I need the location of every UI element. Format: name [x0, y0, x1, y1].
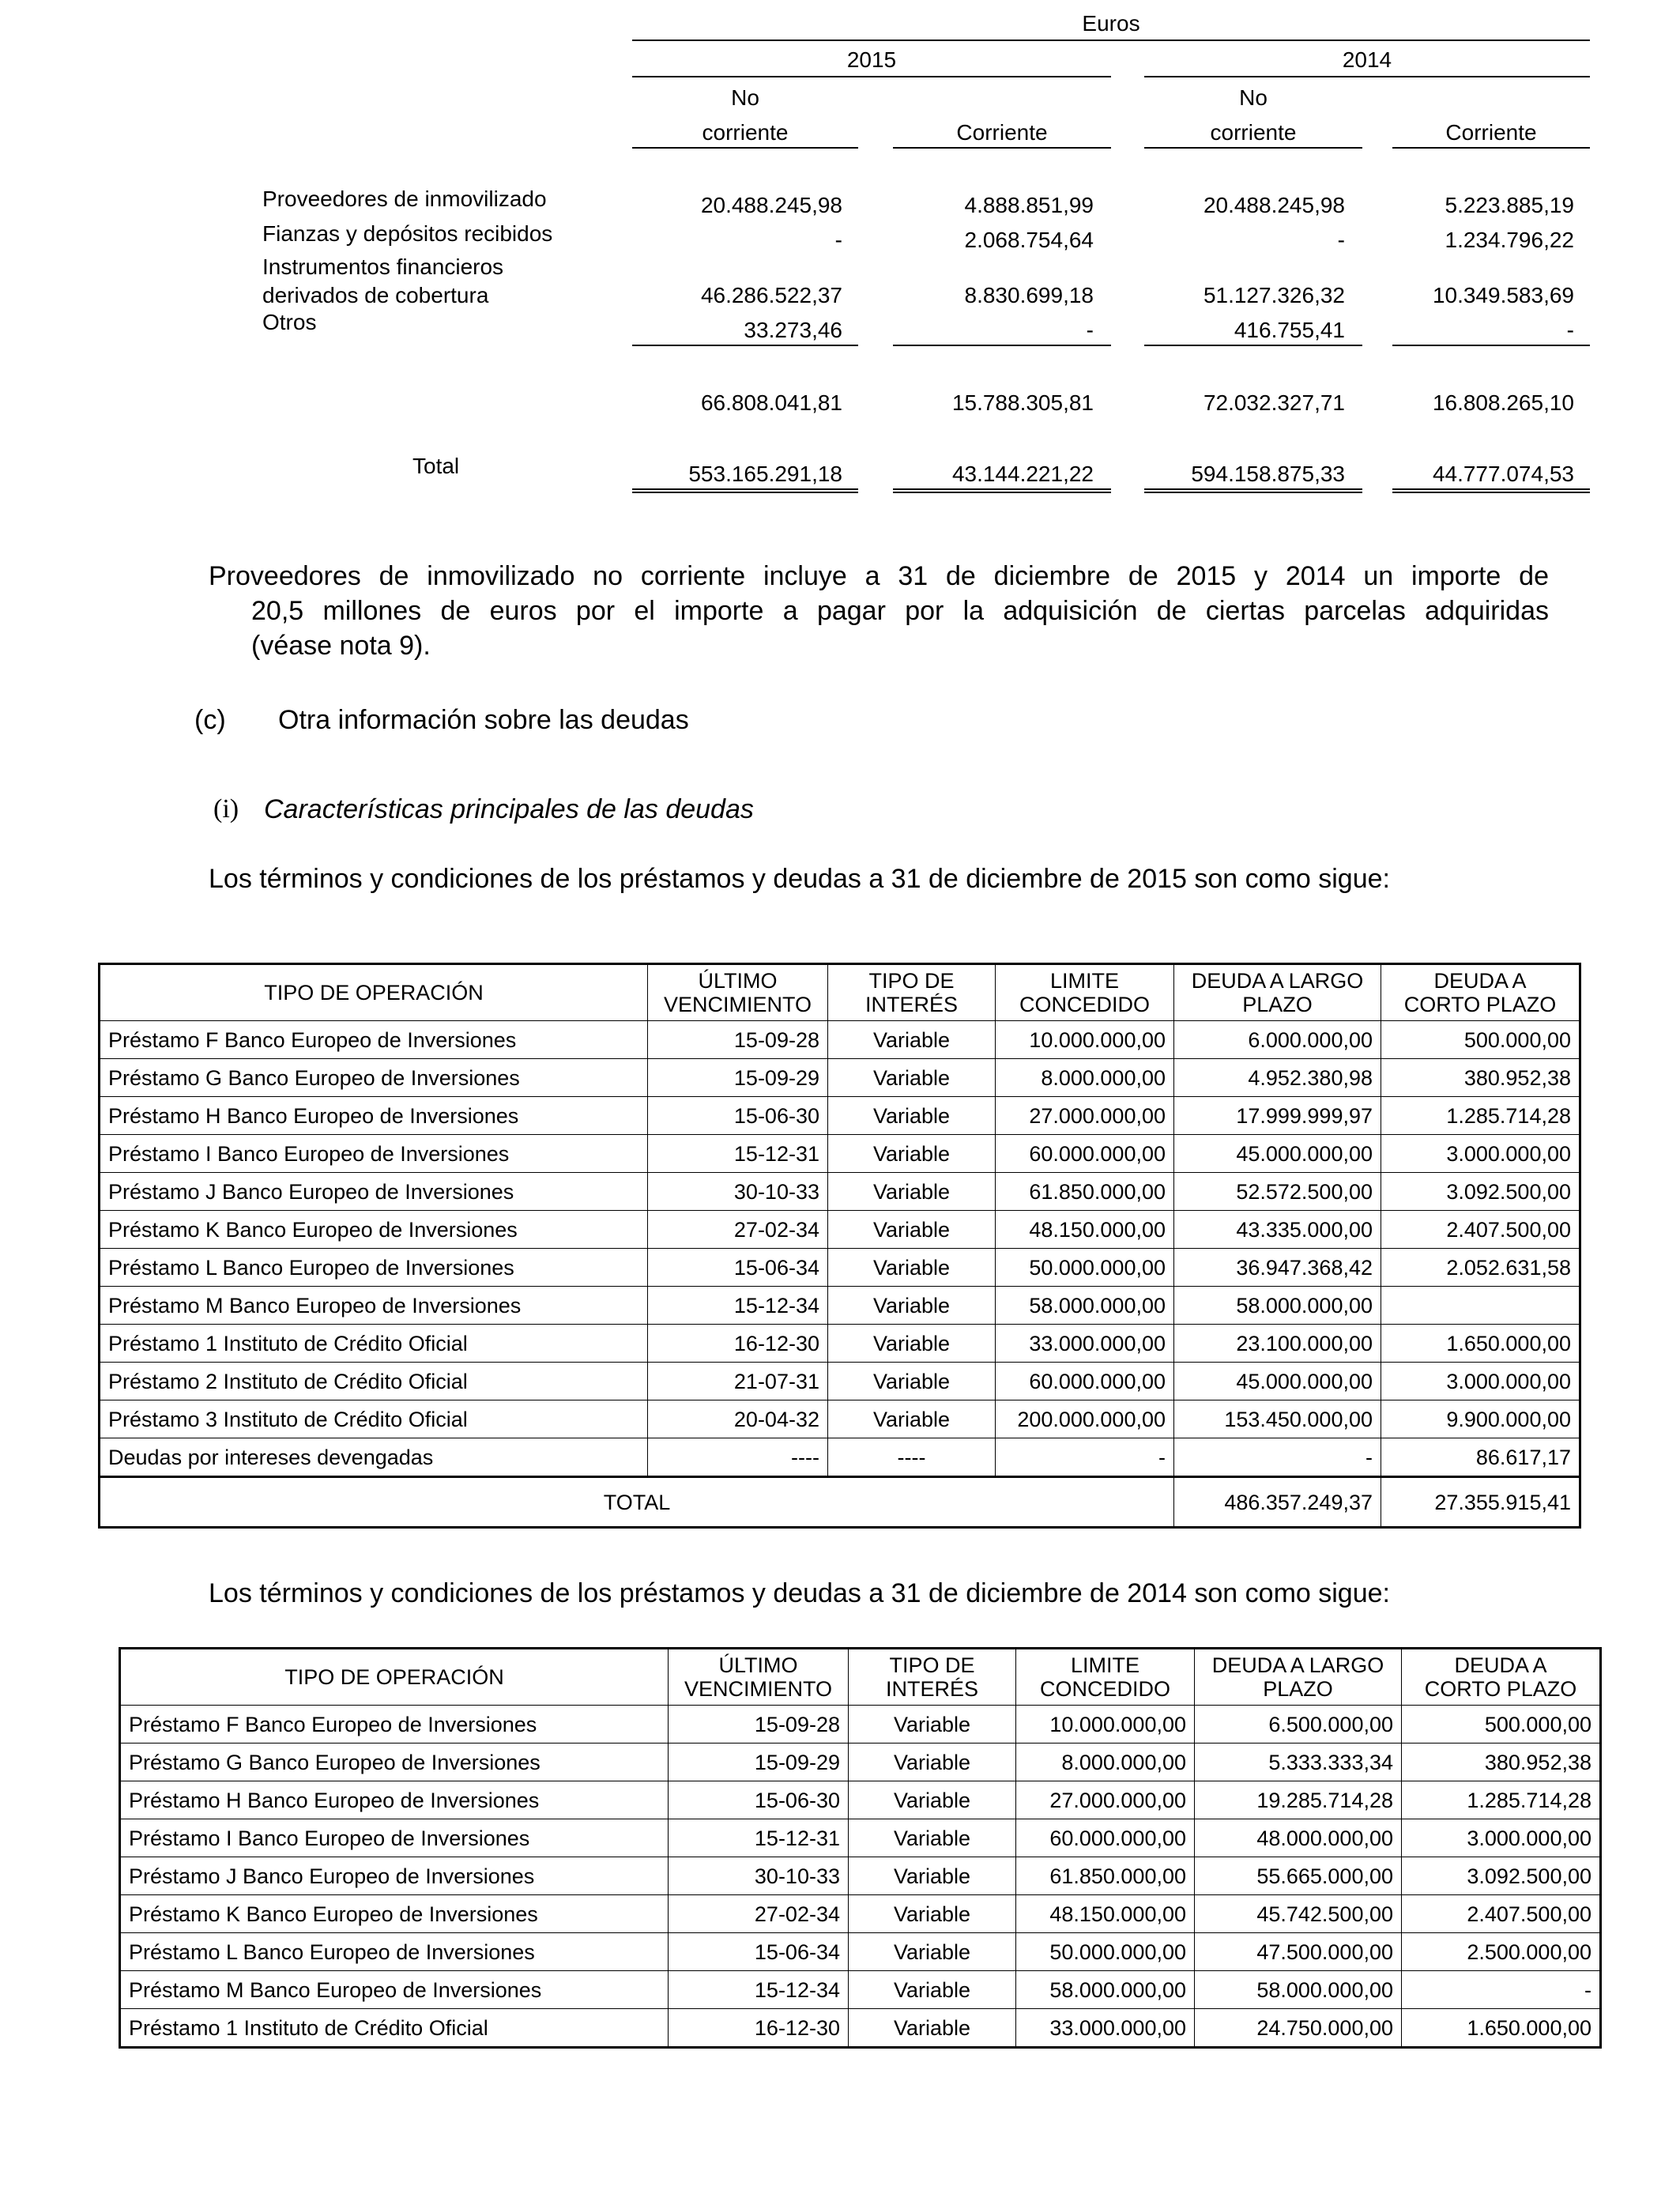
cell-vencimiento: 15-12-31	[648, 1135, 828, 1173]
table-row	[100, 1400, 1580, 1438]
header-deuda-largo-plazo: DEUDA A LARGO PLAZO	[1195, 1649, 1402, 1706]
table-row	[100, 1211, 1580, 1249]
cell-corto-plazo: 2.052.631,58	[1381, 1249, 1580, 1287]
cell: 46.286.522,37	[700, 283, 842, 307]
total-double-rule	[1392, 488, 1590, 493]
cell-corto-plazo: 1.650.000,00	[1402, 2009, 1601, 2048]
cell-vencimiento: 16-12-30	[648, 1325, 828, 1363]
cell-operacion: Préstamo L Banco Europeo de Inversiones	[120, 1933, 669, 1971]
cell-corto-plazo: -	[1402, 1971, 1601, 2009]
cell-vencimiento: 27-02-34	[648, 1211, 828, 1249]
cell-operacion: Préstamo G Banco Europeo de Inversiones	[120, 1744, 669, 1781]
table-row	[120, 1933, 1601, 1971]
cell-largo-plazo: 47.500.000,00	[1195, 1933, 1402, 1971]
table-row	[120, 1857, 1601, 1895]
divider	[893, 147, 1111, 149]
cell-corto-plazo: 2.407.500,00	[1381, 1211, 1580, 1249]
loans-table-2014	[119, 1647, 1602, 2049]
cell-vencimiento: 15-09-28	[648, 1021, 828, 1059]
cell-limite: 60.000.000,00	[1016, 1819, 1195, 1857]
cell-operacion: Préstamo H Banco Europeo de Inversiones	[120, 1781, 669, 1819]
cell-limite: 60.000.000,00	[996, 1135, 1174, 1173]
cell: 10.349.583,69	[1432, 283, 1574, 307]
cell: 416.755,41	[1234, 318, 1345, 342]
cell-vencimiento: 15-06-34	[648, 1249, 828, 1287]
cell-corto-plazo: 3.092.500,00	[1381, 1173, 1580, 1211]
paragraph-line: Proveedores de inmovilizado no corriente incluye a 31 de diciembre de 2015 y 2014 un importe de	[209, 561, 1549, 591]
cell-corto-plazo: 9.900.000,00	[1381, 1400, 1580, 1438]
table-row	[100, 1135, 1580, 1173]
cell-largo-plazo: 6.000.000,00	[1174, 1021, 1381, 1059]
section-title: Otra información sobre las deudas	[278, 705, 689, 735]
table-row	[120, 1781, 1601, 1819]
cell-vencimiento: 30-10-33	[669, 1857, 849, 1895]
cell-corto-plazo: 2.500.000,00	[1402, 1933, 1601, 1971]
cell-vencimiento: 15-12-34	[648, 1287, 828, 1325]
cell-largo-plazo: 55.665.000,00	[1195, 1857, 1402, 1895]
total-label: Total	[412, 454, 460, 478]
cell-interes: Variable	[849, 2009, 1016, 2048]
header-deuda-corto-plazo: DEUDA A CORTO PLAZO	[1402, 1649, 1601, 1706]
divider	[1392, 147, 1590, 149]
cell: 33.273,46	[744, 318, 842, 342]
cell-largo-plazo: 58.000.000,00	[1195, 1971, 1402, 2009]
cell-corto-plazo: 1.285.714,28	[1381, 1097, 1580, 1135]
cell-interes: Variable	[849, 1819, 1016, 1857]
cell: 8.830.699,18	[964, 283, 1094, 307]
divider	[1144, 147, 1362, 149]
table-row	[100, 1287, 1580, 1325]
table-row	[120, 1744, 1601, 1781]
cell-operacion: Préstamo K Banco Europeo de Inversiones	[120, 1895, 669, 1933]
cell-largo-plazo: 45.000.000,00	[1174, 1135, 1381, 1173]
cell-largo-plazo: 6.500.000,00	[1195, 1706, 1402, 1744]
col-no-corriente-2014-l1: No	[1239, 85, 1268, 110]
cell-vencimiento: 15-12-34	[669, 1971, 849, 2009]
header-tipo-interes: TIPO DE INTERÉS	[828, 964, 996, 1021]
cell: 20.488.245,98	[1203, 193, 1345, 217]
cell-largo-plazo: 58.000.000,00	[1174, 1287, 1381, 1325]
subtotal-rule	[1144, 345, 1362, 346]
cell-corto-plazo: 3.092.500,00	[1402, 1857, 1601, 1895]
cell-operacion: Préstamo 1 Instituto de Crédito Oficial	[120, 2009, 669, 2048]
cell: 4.888.851,99	[964, 193, 1094, 217]
cell-corto-plazo: 86.617,17	[1381, 1438, 1580, 1477]
total-cell: 44.777.074,53	[1432, 462, 1574, 486]
subtotal-cell: 66.808.041,81	[700, 390, 842, 415]
cell-vencimiento: 15-09-28	[669, 1706, 849, 1744]
section-marker: (c)	[194, 705, 226, 735]
row-label: Instrumentos financieros	[262, 254, 504, 279]
cell-limite: -	[996, 1438, 1174, 1477]
cell-interes: Variable	[828, 1097, 996, 1135]
row-label: Otros	[262, 310, 317, 334]
total-largo-plazo: 486.357.249,37	[1174, 1477, 1381, 1528]
cell-largo-plazo: 45.742.500,00	[1195, 1895, 1402, 1933]
paragraph-line: 20,5 millones de euros por el importe a pagar por la adquisición de ciertas parcelas adquiridas	[251, 596, 1549, 626]
cell-limite: 61.850.000,00	[1016, 1857, 1195, 1895]
cell-operacion: Préstamo J Banco Europeo de Inversiones	[100, 1173, 648, 1211]
cell-interes: Variable	[849, 1744, 1016, 1781]
cell-corto-plazo: 2.407.500,00	[1402, 1895, 1601, 1933]
subtotal-rule	[1392, 345, 1590, 346]
cell-largo-plazo: 153.450.000,00	[1174, 1400, 1381, 1438]
cell-corto-plazo: 500.000,00	[1381, 1021, 1580, 1059]
cell-largo-plazo: 43.335.000,00	[1174, 1211, 1381, 1249]
cell-operacion: Préstamo G Banco Europeo de Inversiones	[100, 1059, 648, 1097]
cell-limite: 8.000.000,00	[996, 1059, 1174, 1097]
table-row	[120, 1895, 1601, 1933]
cell-operacion: Préstamo M Banco Europeo de Inversiones	[120, 1971, 669, 2009]
cell-vencimiento: 20-04-32	[648, 1400, 828, 1438]
unit-label: Euros	[1082, 11, 1140, 36]
table-header-row	[100, 964, 1580, 1021]
cell-operacion: Préstamo 1 Instituto de Crédito Oficial	[100, 1325, 648, 1363]
cell-vencimiento: 30-10-33	[648, 1173, 828, 1211]
intro-2015: Los términos y condiciones de los préstamos y deudas a 31 de diciembre de 2015 son como sigue:	[209, 864, 1390, 894]
col-corriente-2015: Corriente	[956, 120, 1048, 145]
cell-interes: Variable	[849, 1706, 1016, 1744]
cell-interes: Variable	[828, 1211, 996, 1249]
cell-operacion: Préstamo 2 Instituto de Crédito Oficial	[100, 1363, 648, 1400]
header-tipo-operacion: TIPO DE OPERACIÓN	[120, 1649, 669, 1706]
cell: 1.234.796,22	[1445, 228, 1574, 252]
cell-limite: 8.000.000,00	[1016, 1744, 1195, 1781]
cell-interes: Variable	[849, 1895, 1016, 1933]
cell-vencimiento: ----	[648, 1438, 828, 1477]
subtotal-rule	[893, 345, 1111, 346]
header-deuda-corto-plazo: DEUDA A CORTO PLAZO	[1381, 964, 1580, 1021]
row-label: Fianzas y depósitos recibidos	[262, 221, 553, 246]
cell-corto-plazo: 3.000.000,00	[1402, 1819, 1601, 1857]
cell: -	[1337, 228, 1345, 252]
cell-limite: 33.000.000,00	[1016, 2009, 1195, 2048]
cell-largo-plazo: 36.947.368,42	[1174, 1249, 1381, 1287]
cell-interes: Variable	[828, 1173, 996, 1211]
cell-corto-plazo: 500.000,00	[1402, 1706, 1601, 1744]
divider	[632, 147, 858, 149]
divider	[1144, 76, 1590, 77]
total-cell: 553.165.291,18	[688, 462, 842, 486]
cell-corto-plazo	[1381, 1287, 1580, 1325]
cell-largo-plazo: 52.572.500,00	[1174, 1173, 1381, 1211]
header-ultimo-vencimiento: ÚLTIMO VENCIMIENTO	[669, 1649, 849, 1706]
header-tipo-interes: TIPO DE INTERÉS	[849, 1649, 1016, 1706]
table-row	[100, 1021, 1580, 1059]
divider	[632, 76, 1111, 77]
cell-limite: 58.000.000,00	[996, 1287, 1174, 1325]
cell-interes: Variable	[828, 1135, 996, 1173]
cell-interes: ----	[828, 1438, 996, 1477]
total-corto-plazo: 27.355.915,41	[1381, 1477, 1580, 1528]
cell-largo-plazo: 19.285.714,28	[1195, 1781, 1402, 1819]
cell-corto-plazo: 380.952,38	[1402, 1744, 1601, 1781]
total-double-rule	[893, 488, 1111, 493]
row-label: derivados de cobertura	[262, 283, 489, 307]
cell-operacion: Préstamo H Banco Europeo de Inversiones	[100, 1097, 648, 1135]
cell-vencimiento: 16-12-30	[669, 2009, 849, 2048]
cell-interes: Variable	[828, 1400, 996, 1438]
cell-limite: 61.850.000,00	[996, 1173, 1174, 1211]
cell-operacion: Préstamo I Banco Europeo de Inversiones	[100, 1135, 648, 1173]
col-no-corriente-2015-l1: No	[731, 85, 759, 110]
total-cell: 594.158.875,33	[1191, 462, 1345, 486]
subtotal-cell: 15.788.305,81	[951, 390, 1094, 415]
cell-corto-plazo: 3.000.000,00	[1381, 1135, 1580, 1173]
cell-largo-plazo: 4.952.380,98	[1174, 1059, 1381, 1097]
cell-largo-plazo: 24.750.000,00	[1195, 2009, 1402, 2048]
subsection-marker: (i)	[213, 794, 239, 824]
cell-limite: 27.000.000,00	[996, 1097, 1174, 1135]
header-tipo-operacion: TIPO DE OPERACIÓN	[100, 964, 648, 1021]
cell-interes: Variable	[849, 1933, 1016, 1971]
paragraph-line: (véase nota 9).	[251, 631, 431, 661]
cell-limite: 58.000.000,00	[1016, 1971, 1195, 2009]
row-label: Proveedores de inmovilizado	[262, 187, 547, 211]
cell-vencimiento: 15-06-34	[669, 1933, 849, 1971]
cell-limite: 10.000.000,00	[1016, 1706, 1195, 1744]
cell-vencimiento: 15-12-31	[669, 1819, 849, 1857]
cell-interes: Variable	[849, 1781, 1016, 1819]
cell-operacion: Préstamo F Banco Europeo de Inversiones	[120, 1706, 669, 1744]
cell: 2.068.754,64	[964, 228, 1094, 252]
table-row	[100, 1059, 1580, 1097]
cell-vencimiento: 15-09-29	[669, 1744, 849, 1781]
cell-operacion: Préstamo L Banco Europeo de Inversiones	[100, 1249, 648, 1287]
total-row	[100, 1477, 1580, 1528]
cell-corto-plazo: 380.952,38	[1381, 1059, 1580, 1097]
table-row	[120, 2009, 1601, 2048]
cell-limite: 33.000.000,00	[996, 1325, 1174, 1363]
table-row	[120, 1819, 1601, 1857]
cell-largo-plazo: 48.000.000,00	[1195, 1819, 1402, 1857]
cell-limite: 48.150.000,00	[996, 1211, 1174, 1249]
intro-2014: Los términos y condiciones de los préstamos y deudas a 31 de diciembre de 2014 son como sigue:	[209, 1578, 1390, 1608]
subsection-title: Características principales de las deudas	[264, 794, 754, 824]
table-header-row	[120, 1649, 1601, 1706]
cell-operacion: Deudas por intereses devengadas	[100, 1438, 648, 1477]
cell-largo-plazo: 23.100.000,00	[1174, 1325, 1381, 1363]
cell-operacion: Préstamo F Banco Europeo de Inversiones	[100, 1021, 648, 1059]
table-row	[100, 1325, 1580, 1363]
subtotal-rule	[632, 345, 858, 346]
header-ultimo-vencimiento: ÚLTIMO VENCIMIENTO	[648, 964, 828, 1021]
cell-vencimiento: 27-02-34	[669, 1895, 849, 1933]
total-double-rule	[1144, 488, 1362, 493]
cell-operacion: Préstamo 3 Instituto de Crédito Oficial	[100, 1400, 648, 1438]
cell-interes: Variable	[828, 1287, 996, 1325]
total-label: TOTAL	[100, 1477, 1174, 1528]
table-row	[120, 1706, 1601, 1744]
year-2014-header: 2014	[1342, 47, 1392, 72]
table-row	[100, 1173, 1580, 1211]
cell-largo-plazo: -	[1174, 1438, 1381, 1477]
cell-corto-plazo: 1.285.714,28	[1402, 1781, 1601, 1819]
cell-largo-plazo: 5.333.333,34	[1195, 1744, 1402, 1781]
col-no-corriente-2015-l2: corriente	[702, 120, 789, 145]
cell-interes: Variable	[828, 1325, 996, 1363]
cell-interes: Variable	[849, 1857, 1016, 1895]
cell-operacion: Préstamo I Banco Europeo de Inversiones	[120, 1819, 669, 1857]
cell-limite: 60.000.000,00	[996, 1363, 1174, 1400]
cell-limite: 48.150.000,00	[1016, 1895, 1195, 1933]
cell: -	[834, 228, 842, 252]
loans-table-2015	[98, 963, 1581, 1529]
total-double-rule	[632, 488, 858, 493]
cell-interes: Variable	[849, 1971, 1016, 2009]
cell-corto-plazo: 1.650.000,00	[1381, 1325, 1580, 1363]
cell-vencimiento: 15-06-30	[648, 1097, 828, 1135]
cell-vencimiento: 15-09-29	[648, 1059, 828, 1097]
header-limite-concedido: LIMITE CONCEDIDO	[996, 964, 1174, 1021]
cell-vencimiento: 15-06-30	[669, 1781, 849, 1819]
col-no-corriente-2014-l2: corriente	[1210, 120, 1297, 145]
cell-interes: Variable	[828, 1249, 996, 1287]
header-deuda-largo-plazo: DEUDA A LARGO PLAZO	[1174, 964, 1381, 1021]
cell-limite: 10.000.000,00	[996, 1021, 1174, 1059]
cell-limite: 200.000.000,00	[996, 1400, 1174, 1438]
table-row	[100, 1363, 1580, 1400]
cell-limite: 50.000.000,00	[996, 1249, 1174, 1287]
subtotal-cell: 16.808.265,10	[1432, 390, 1574, 415]
cell: -	[1566, 318, 1574, 342]
table-row	[120, 1971, 1601, 2009]
col-corriente-2014: Corriente	[1445, 120, 1537, 145]
cell-corto-plazo: 3.000.000,00	[1381, 1363, 1580, 1400]
subtotal-cell: 72.032.327,71	[1203, 390, 1345, 415]
cell-largo-plazo: 17.999.999,97	[1174, 1097, 1381, 1135]
table-row	[100, 1249, 1580, 1287]
cell: 5.223.885,19	[1445, 193, 1574, 217]
cell-largo-plazo: 45.000.000,00	[1174, 1363, 1381, 1400]
table-row	[100, 1438, 1580, 1477]
total-cell: 43.144.221,22	[951, 462, 1094, 486]
cell-limite: 27.000.000,00	[1016, 1781, 1195, 1819]
cell-operacion: Préstamo M Banco Europeo de Inversiones	[100, 1287, 648, 1325]
cell-interes: Variable	[828, 1363, 996, 1400]
cell: 20.488.245,98	[700, 193, 842, 217]
cell: -	[1086, 318, 1094, 342]
cell: 51.127.326,32	[1203, 283, 1345, 307]
header-limite-concedido: LIMITE CONCEDIDO	[1016, 1649, 1195, 1706]
cell-limite: 50.000.000,00	[1016, 1933, 1195, 1971]
cell-operacion: Préstamo J Banco Europeo de Inversiones	[120, 1857, 669, 1895]
table-row	[100, 1097, 1580, 1135]
cell-interes: Variable	[828, 1059, 996, 1097]
cell-vencimiento: 21-07-31	[648, 1363, 828, 1400]
divider	[632, 40, 1590, 41]
year-2015-header: 2015	[846, 47, 897, 72]
cell-operacion: Préstamo K Banco Europeo de Inversiones	[100, 1211, 648, 1249]
cell-interes: Variable	[828, 1021, 996, 1059]
